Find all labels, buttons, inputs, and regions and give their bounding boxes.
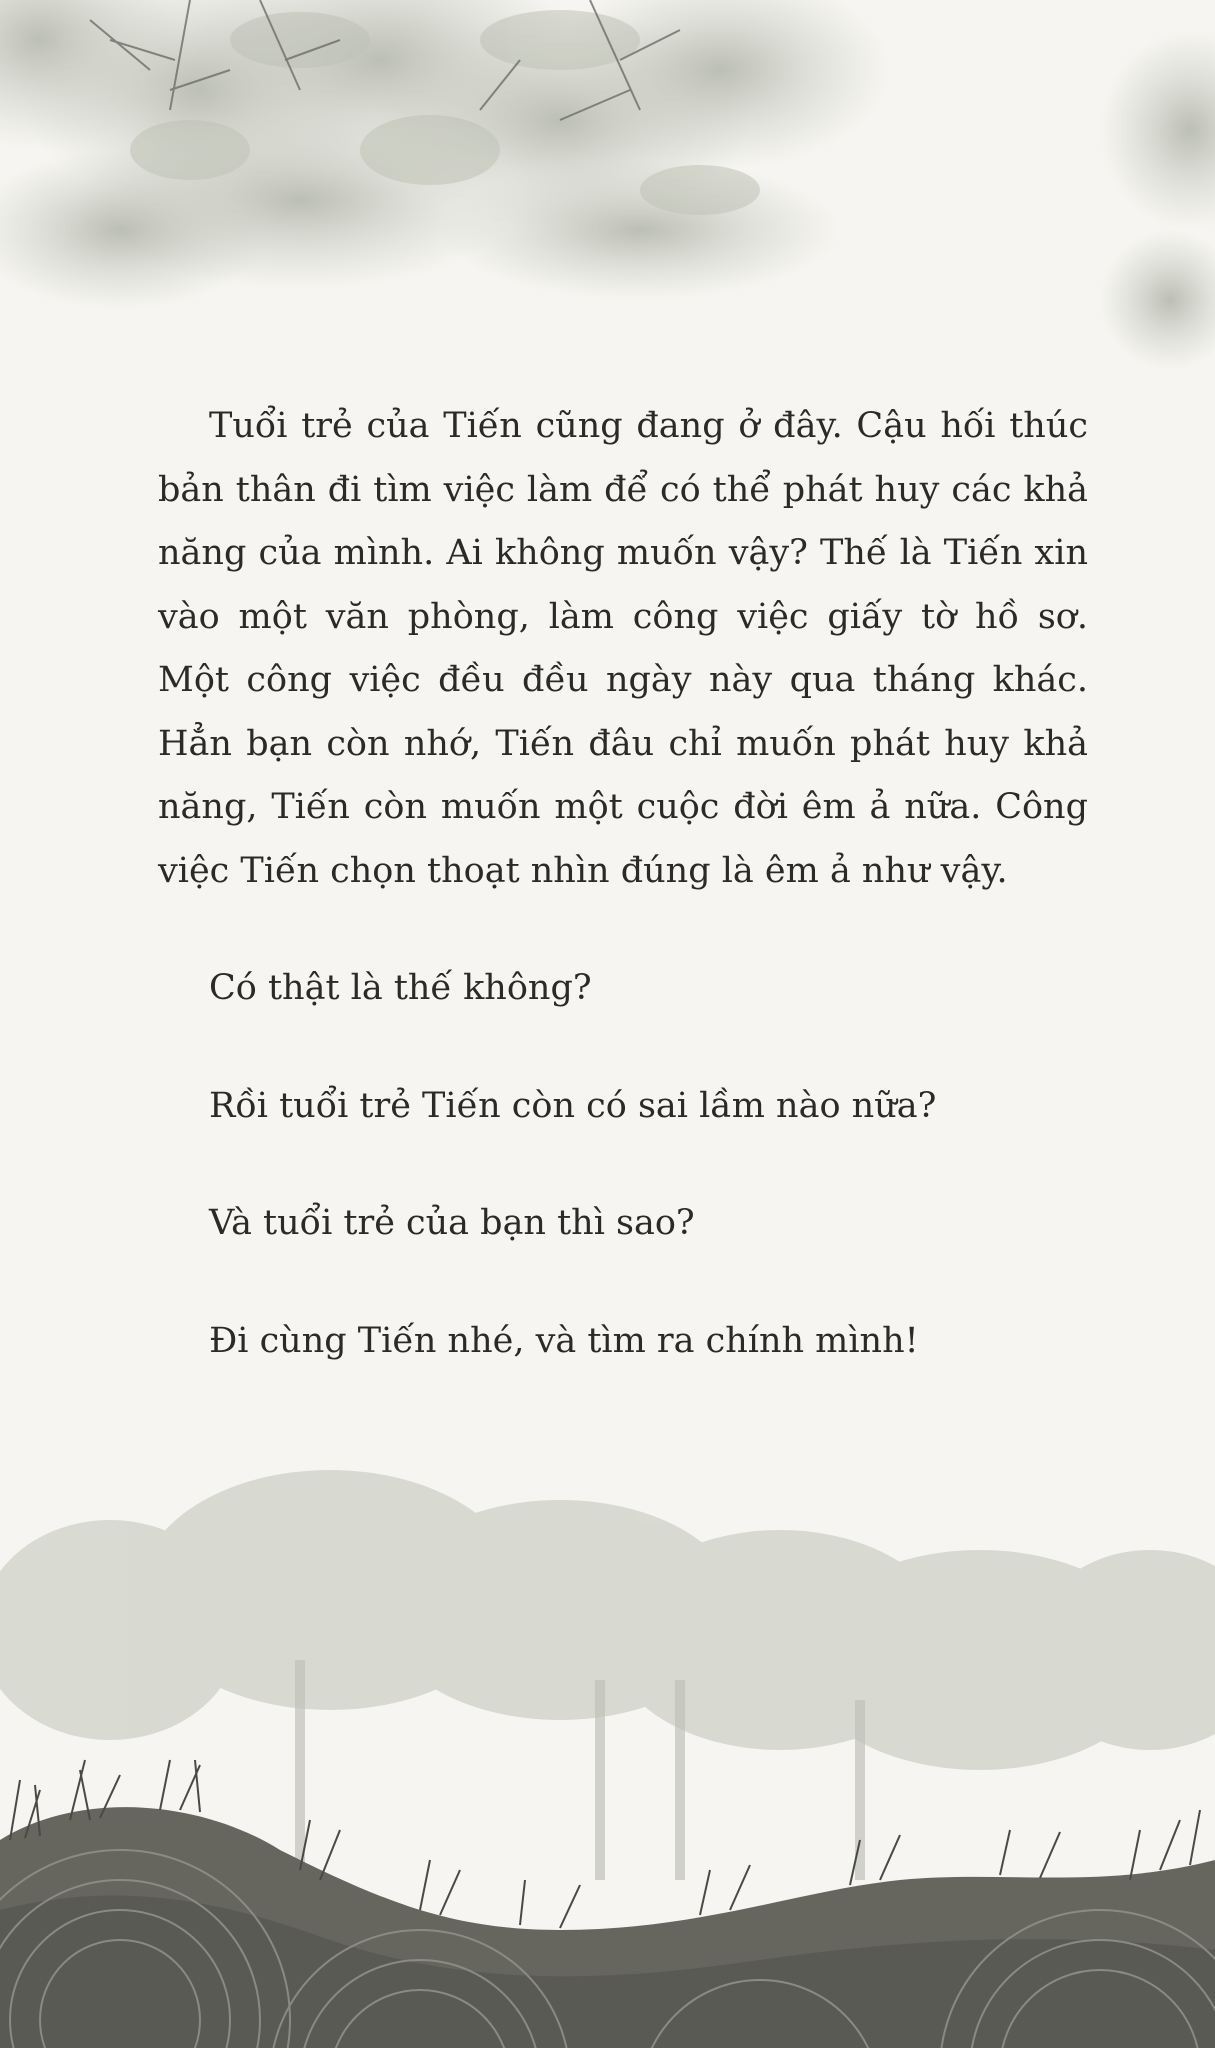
top-foliage-illustration: [0, 0, 1215, 380]
intro-paragraph: Tuổi trẻ của Tiến cũng đang ở đây. Cậu hối thúc bản thân đi tìm việc làm để có thể phát huy các khả năng của mình. Ai không muốn vậy? Thế là Tiến xin vào một văn phòng, làm công việc giấy tờ hồ sơ. Một công việc đều đều ngày này qua tháng khác. Hẳn bạn còn nhớ, Tiến đâu chỉ muốn phát huy khả năng, Tiến còn muốn một cuộc đời êm ả nữa. Công việc Tiến chọn thoạt nhìn đúng là êm ả như vậy.: [158, 406, 1088, 891]
question-line-2: Rồi tuổi trẻ Tiến còn có sai lầm nào nữa?: [209, 1085, 937, 1126]
bottom-landscape-illustration: [0, 1460, 1215, 2048]
closing-line: Đi cùng Tiến nhé, và tìm ra chính mình!: [209, 1320, 919, 1361]
text-block: [158, 395, 1088, 1373]
question-line-3: Và tuổi trẻ của bạn thì sao?: [209, 1203, 695, 1243]
question-line-1: Có thật là thế không?: [209, 968, 592, 1008]
